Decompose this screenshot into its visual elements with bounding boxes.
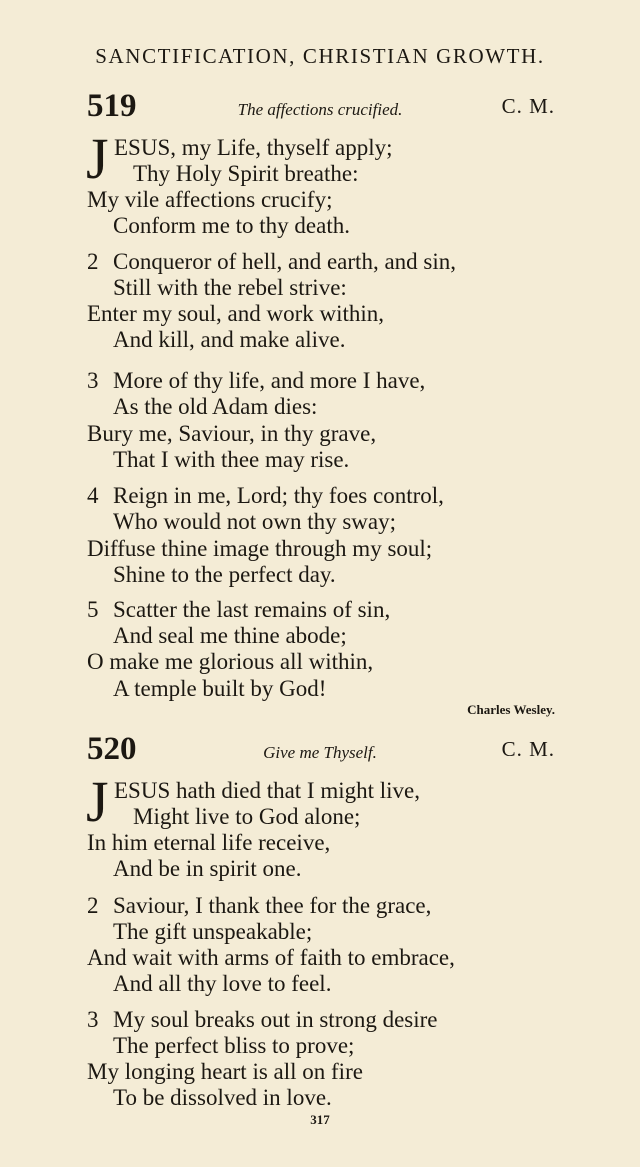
- hymn-line: [87, 598, 390, 621]
- hymn-520-heading: [0, 731, 640, 771]
- verse-number: 5: [87, 597, 99, 622]
- hymn-line: A temple built by God!: [113, 676, 327, 701]
- hymn-line: The gift unspeakable;: [113, 919, 313, 944]
- line-text: Saviour, I thank thee for the grace,: [113, 893, 432, 918]
- page-number: 317: [310, 1112, 330, 1127]
- hymn-number: 519: [87, 88, 137, 124]
- hymn-line: [87, 484, 444, 507]
- hymn-line: That I with thee may rise.: [113, 447, 350, 472]
- hymn-line: Might live to God alone;: [133, 804, 361, 829]
- hymn-line: And be in spirit one.: [113, 856, 302, 881]
- hymn-line: And all thy love to feel.: [113, 971, 332, 996]
- hymn-number: 520: [87, 731, 137, 767]
- hymn-line: To be dissolved in love.: [113, 1085, 332, 1110]
- hymn-author: Charles Wesley.: [467, 702, 555, 717]
- hymn-line: My vile affections crucify;: [87, 187, 333, 212]
- verse-number: 3: [87, 368, 99, 393]
- hymn-line: As the old Adam dies:: [113, 394, 318, 419]
- page-header: SANCTIFICATION, CHRISTIAN GROWTH.: [95, 44, 545, 68]
- hymn-title: Give me Thyself.: [263, 743, 377, 762]
- hymn-title: The affections crucified.: [237, 100, 403, 119]
- line-text: My soul breaks out in strong desire: [113, 1007, 438, 1032]
- hymn-line: And kill, and make alive.: [113, 327, 346, 352]
- drop-cap: J: [86, 126, 109, 191]
- line-text: Conqueror of hell, and earth, and sin,: [113, 249, 456, 274]
- hymn-519-heading: [0, 88, 640, 128]
- line-text: Scatter the last remains of sin,: [113, 597, 391, 622]
- line-text: More of thy life, and more I have,: [113, 368, 426, 393]
- hymn-line: Bury me, Saviour, in thy grave,: [87, 421, 377, 446]
- hymn-line: The perfect bliss to prove;: [113, 1033, 355, 1058]
- verse-number: 3: [87, 1007, 99, 1032]
- hymn-line: O make me glorious all within,: [87, 649, 374, 674]
- hymn-line: My longing heart is all on fire: [87, 1059, 363, 1084]
- hymn-line: [87, 369, 425, 392]
- hymn-line: And seal me thine abode;: [113, 623, 347, 648]
- verse-number: 2: [87, 893, 99, 918]
- hymn-line: Enter my soul, and work within,: [87, 301, 385, 326]
- hymn-line: [87, 250, 456, 273]
- hymn-meter: C. M.: [501, 94, 555, 118]
- verse-number: 2: [87, 249, 99, 274]
- hymn-meter: C. M.: [501, 737, 555, 761]
- hymn-line: [87, 1008, 438, 1031]
- hymn-line: Shine to the perfect day.: [113, 562, 336, 587]
- hymn-line: ESUS hath died that I might live,: [114, 778, 420, 803]
- hymn-line: Diffuse thine image through my soul;: [87, 536, 433, 561]
- verse-number: 4: [87, 483, 99, 508]
- line-text: Reign in me, Lord; thy foes control,: [113, 483, 444, 508]
- hymn-line: Thy Holy Spirit breathe:: [133, 161, 359, 186]
- drop-cap: J: [86, 769, 109, 834]
- hymn-line: In him eternal life receive,: [87, 830, 331, 855]
- hymn-line: [87, 894, 431, 917]
- hymn-line: Who would not own thy sway;: [113, 509, 397, 534]
- hymn-line: And wait with arms of faith to embrace,: [87, 945, 455, 970]
- hymn-line: Still with the rebel strive:: [113, 275, 347, 300]
- hymn-line: Conform me to thy death.: [113, 213, 350, 238]
- hymn-line: ESUS, my Life, thyself apply;: [114, 135, 393, 160]
